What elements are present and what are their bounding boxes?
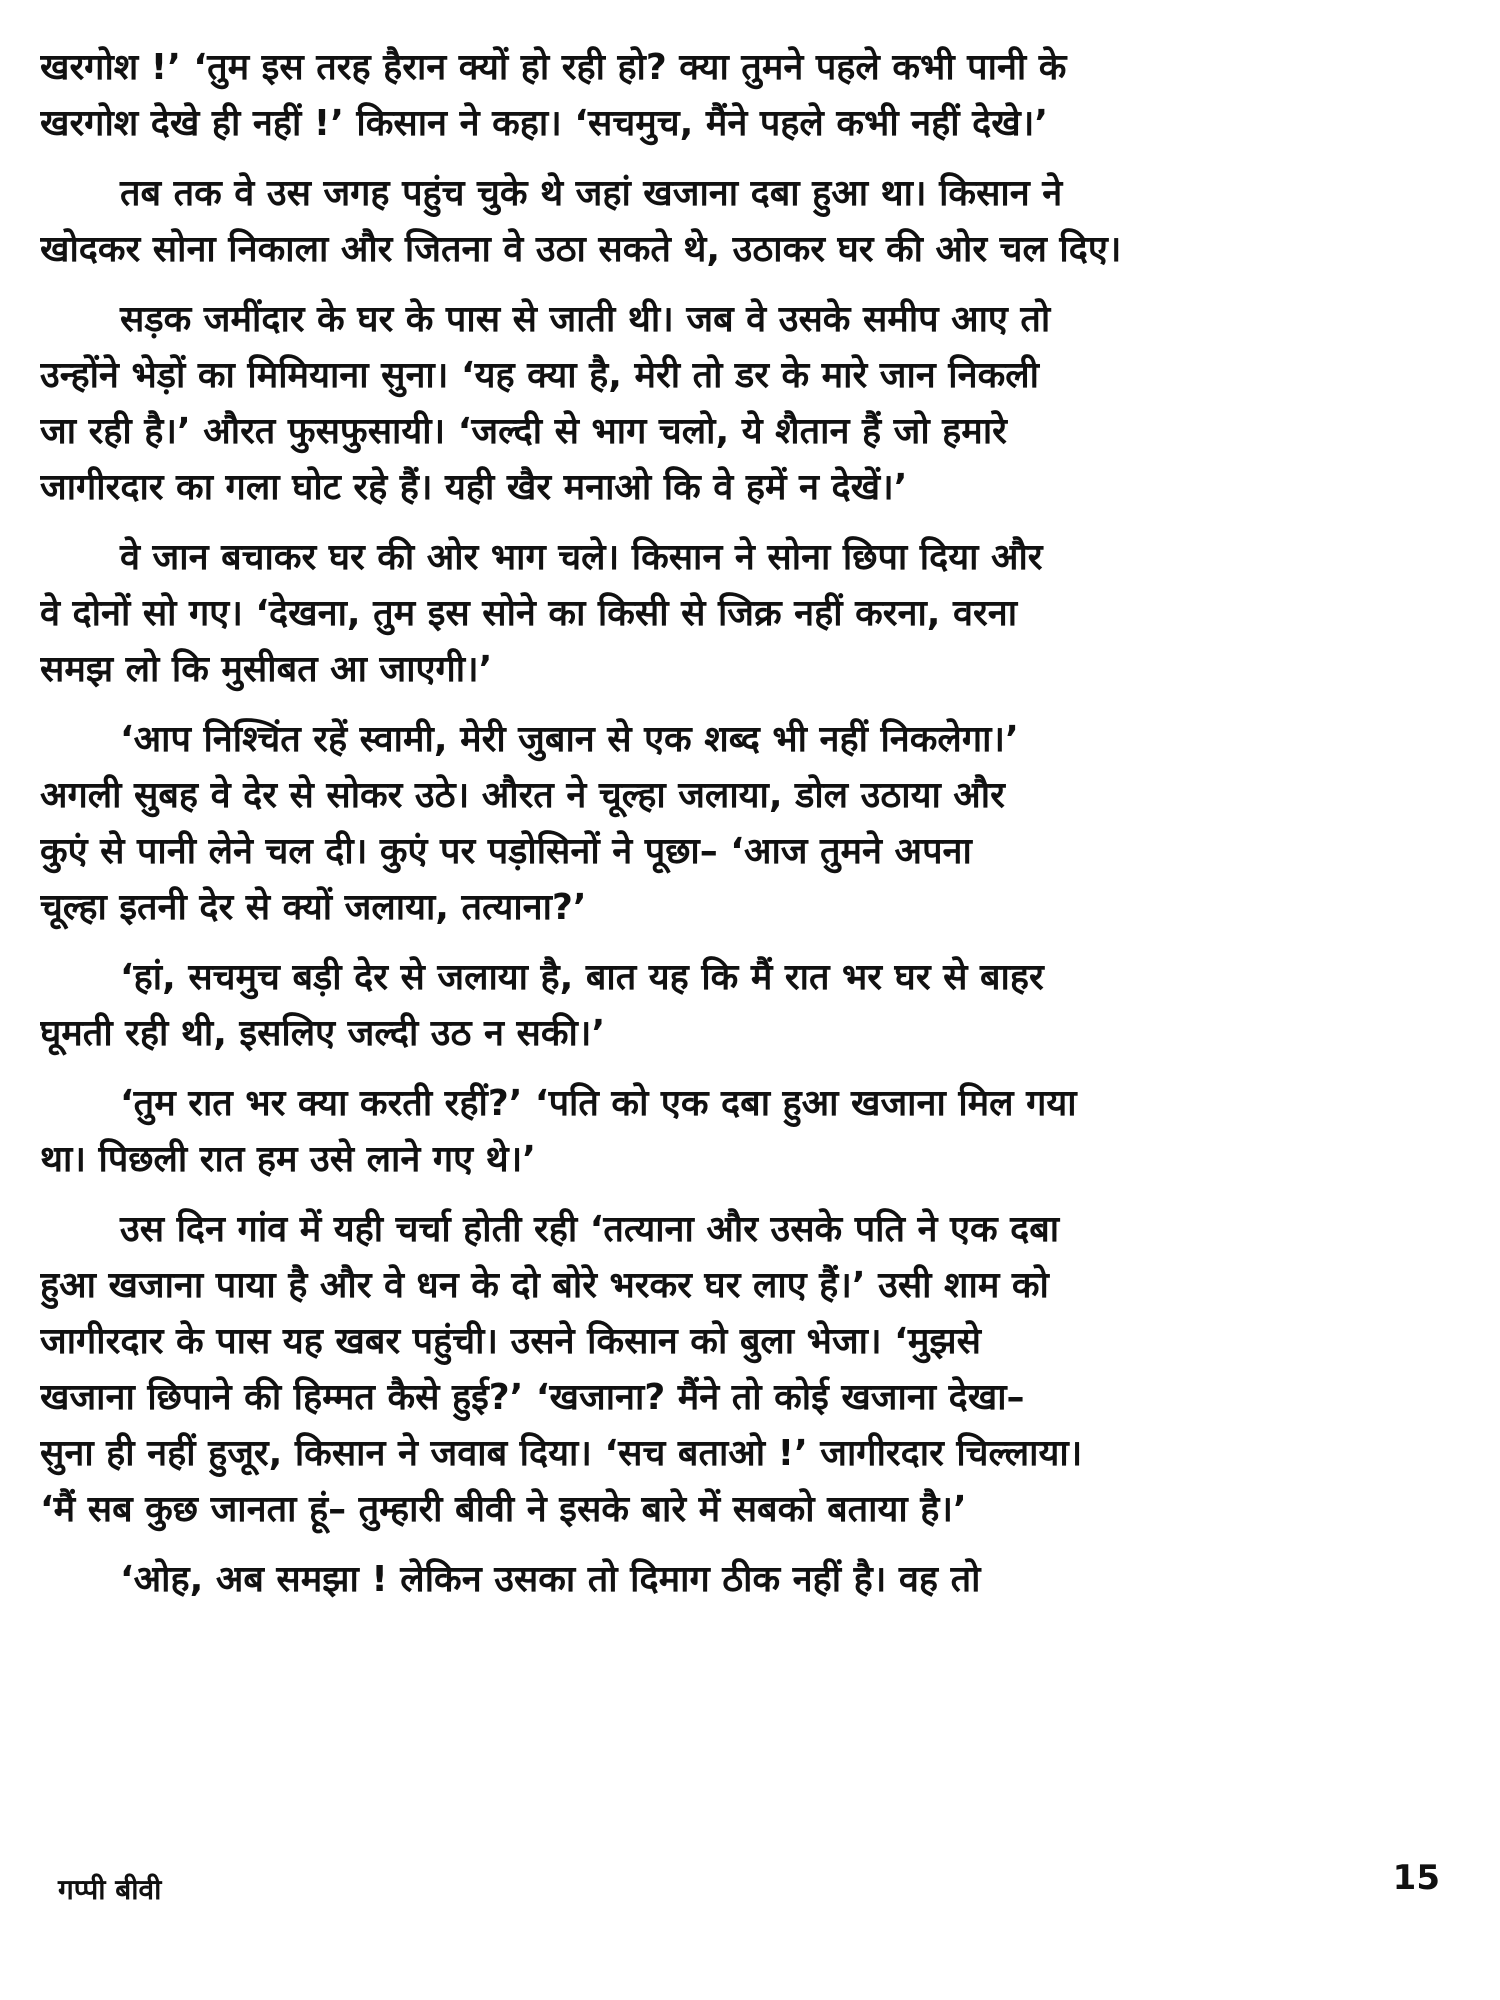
text-line: चूल्हा इतनी देर से क्यों जलाया, तत्याना?’ — [40, 887, 587, 928]
text-line: ‘आप निश्चिंत रहें स्वामी, मेरी जुबान से एक शब्द भी नहीं निकलेगा।’ — [120, 719, 1019, 760]
text-line: वे दोनों सो गए। ‘देखना, तुम इस सोने का किसी से जिक्र नहीं करना, वरना — [40, 593, 1018, 634]
text-line: अगली सुबह वे देर से सोकर उठे। औरत ने चूल्हा जलाया, डोल उठाया और — [40, 775, 1005, 816]
text-line: समझ लो कि मुसीबत आ जाएगी।’ — [40, 649, 493, 690]
text-line: सुना ही नहीं हुजूर, किसान ने जवाब दिया। ‘सच बताओ !’ जागीरदार चिल्लाया। — [40, 1433, 1083, 1474]
text-line: जागीरदार का गला घोट रहे हैं। यही खैर मनाओ कि वे हमें न देखें।’ — [40, 467, 908, 508]
text-line: खरगोश देखे ही नहीं !’ किसान ने कहा। ‘सचमुच, मैंने पहले कभी नहीं देखे।’ — [40, 103, 1049, 144]
paragraph-4 — [40, 530, 1460, 698]
paragraph-9 — [40, 1552, 1460, 1608]
text-line: कुएं से पानी लेने चल दी। कुएं पर पड़ोसिनों ने पूछा– ‘आज तुमने अपना — [40, 831, 972, 872]
paragraph-2 — [40, 166, 1460, 278]
text-line: जा रही है।’ औरत फुसफुसायी। ‘जल्दी से भाग चलो, ये शैतान हैं जो हमारे — [40, 411, 1007, 452]
text-line: घूमती रही थी, इसलिए जल्दी उठ न सकी।’ — [40, 1013, 606, 1054]
text-line: वे जान बचाकर घर की ओर भाग चले। किसान ने सोना छिपा दिया और — [120, 537, 1043, 578]
text-line: उस दिन गांव में यही चर्चा होती रही ‘तत्याना और उसके पति ने एक दबा — [120, 1209, 1060, 1250]
text-line: खरगोश !’ ‘तुम इस तरह हैरान क्यों हो रही हो? क्या तुमने पहले कभी पानी के — [40, 47, 1067, 88]
text-line: खजाना छिपाने की हिम्मत कैसे हुई?’ ‘खजाना? मैंने तो कोई खजाना देखा– — [40, 1377, 1025, 1418]
book-title: गप्पी बीवी — [58, 1873, 162, 1906]
text-line: तब तक वे उस जगह पहुंच चुके थे जहां खजाना दबा हुआ था। किसान ने — [120, 173, 1063, 214]
text-line: खोदकर सोना निकाला और जितना वे उठा सकते थे, उठाकर घर की ओर चल दिए। — [40, 229, 1122, 270]
page-number: 15 — [1392, 1858, 1440, 1898]
text-line: ‘हां, सचमुच बड़ी देर से जलाया है, बात यह कि मैं रात भर घर से बाहर — [120, 957, 1044, 998]
document-page — [40, 40, 1460, 1960]
paragraph-6 — [40, 950, 1460, 1062]
text-line: ‘मैं सब कुछ जानता हूं– तुम्हारी बीवी ने इसके बारे में सबको बताया है।’ — [40, 1489, 967, 1530]
text-line: जागीरदार के पास यह खबर पहुंची। उसने किसान को बुला भेजा। ‘मुझसे — [40, 1321, 981, 1362]
text-line: ‘तुम रात भर क्या करती रहीं?’ ‘पति को एक दबा हुआ खजाना मिल गया — [120, 1083, 1077, 1124]
paragraph-7 — [40, 1076, 1460, 1188]
text-line: सड़क जमींदार के घर के पास से जाती थी। जब वे उसके समीप आए तो — [120, 299, 1051, 340]
paragraph-5 — [40, 712, 1460, 936]
paragraph-1 — [40, 40, 1460, 152]
story-text — [40, 40, 1460, 1622]
text-line: उन्होंने भेड़ों का मिमियाना सुना। ‘यह क्या है, मेरी तो डर के मारे जान निकली — [40, 355, 1039, 396]
text-line: था। पिछली रात हम उसे लाने गए थे।’ — [40, 1139, 536, 1180]
page-footer — [40, 1858, 1460, 1920]
paragraph-3 — [40, 292, 1460, 516]
paragraph-8 — [40, 1202, 1460, 1538]
text-line: ‘ओह, अब समझा ! लेकिन उसका तो दिमाग ठीक नहीं है। वह तो — [120, 1559, 981, 1600]
text-line: हुआ खजाना पाया है और वे धन के दो बोरे भरकर घर लाए हैं।’ उसी शाम को — [40, 1265, 1049, 1306]
